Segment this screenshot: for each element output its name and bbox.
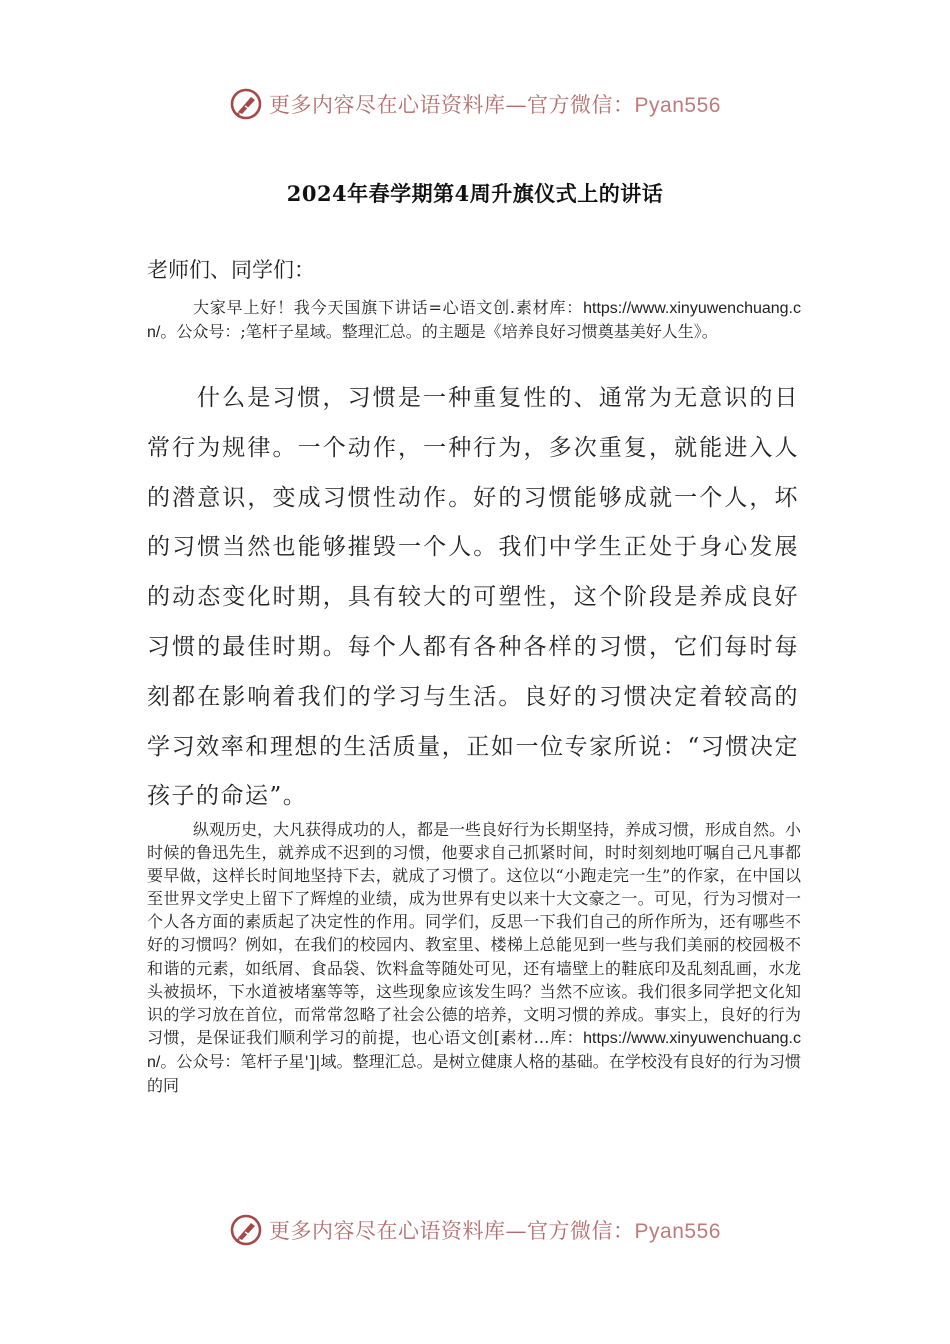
habit-definition-paragraph: 什么是习惯，习惯是一种重复性的、通常为无意识的日常行为规律。一个动作，一种行为，多次重复，就能进入人的潜意识，变成习惯性动作。好的习惯能够成就一个人，坏的习惯当然也能够摧毁一个人。我们中学生正处于身心发展的动态变化时期，具有较大的可塑性，这个阶段是养成良好习惯的最佳时期。每个人都有各种各样的习惯，它们每时每刻都在影响着我们的学习与生活。良好的习惯决定着较高的学习效率和理想的生活质量，正如一位专家所说：“习惯决定孩子的命运”。 — [147, 385, 799, 810]
intro-url: https://www.xinyuwenchuang.cn/ — [147, 300, 801, 341]
intro-text-b: 。公众号：;笔杆子星域。整理汇总。的主题是《培养良好习惯奠基美好人生》。 — [160, 322, 718, 341]
banner-text — [269, 89, 721, 119]
banner-wechat-handle: Pyan556 — [634, 94, 721, 117]
footer-banner — [0, 1206, 950, 1254]
history-text-a: 纵观历史，大凡获得成功的人，都是一些良好行为长期坚持，养成习惯，形成自然。小时候的鲁迅先生，就养成不迟到的习惯，他要求自己抓紧时间，时时刻刻地叮嘱自己凡事都要早做，这样长时间地坚持下去，就成了习惯了。这位以“小跑走完一生”的作家，在中国以至世界文学史上留下了辉煌的业绩，成为世界有史以来十大文豪之一。可见，行为习惯对一个人各方面的素质起了决定性的作用。同学们，反思一下我们自己的所作所为，还有哪些不好的习惯吗？例如，在我们的校园内、教室里、楼梯上总能见到一些与我们美丽的校园极不和谐的元素，如纸屑、食品袋、饮料盒等随处可见，还有墙壁上的鞋底印及乱刻乱画，水龙头被损坏，下水道被堵塞等等，这些现象应该发生吗？当然不应该。我们很多同学把文化知识的学习放在首位，而常常忽略了社会公德的培养，文明习惯的养成。事实上，良好的行为习惯，是保证我们顺利学习的前提，也心语文创[素材…库： — [147, 820, 802, 1047]
history-text-b: 。公众号：笔杆子星']|域。整理汇总。是树立健康人格的基础。在学校没有良好的行为习惯的同 — [147, 1051, 801, 1096]
history-paragraph — [147, 818, 801, 1097]
banner-wechat-handle: Pyan556 — [634, 1220, 721, 1243]
pen-nib-logo-icon — [229, 1213, 263, 1247]
banner-text — [269, 1215, 721, 1245]
intro-text-a: 大家早上好！我今天国旗下讲话=心语文创.素材库： — [193, 298, 584, 317]
header-banner — [0, 80, 950, 128]
document-title: 2024年春学期第4周升旗仪式上的讲话 — [286, 181, 664, 206]
intro-paragraph — [147, 296, 801, 344]
banner-slogan: 更多内容尽在心语资料库—官方微信： — [269, 1219, 635, 1243]
salutation: 老师们、同学们： — [147, 258, 315, 282]
banner-slogan: 更多内容尽在心语资料库—官方微信： — [269, 93, 635, 117]
pen-nib-logo-icon — [229, 87, 263, 121]
history-url: https://www.xinyuwenchuang.cn/ — [147, 1029, 801, 1071]
